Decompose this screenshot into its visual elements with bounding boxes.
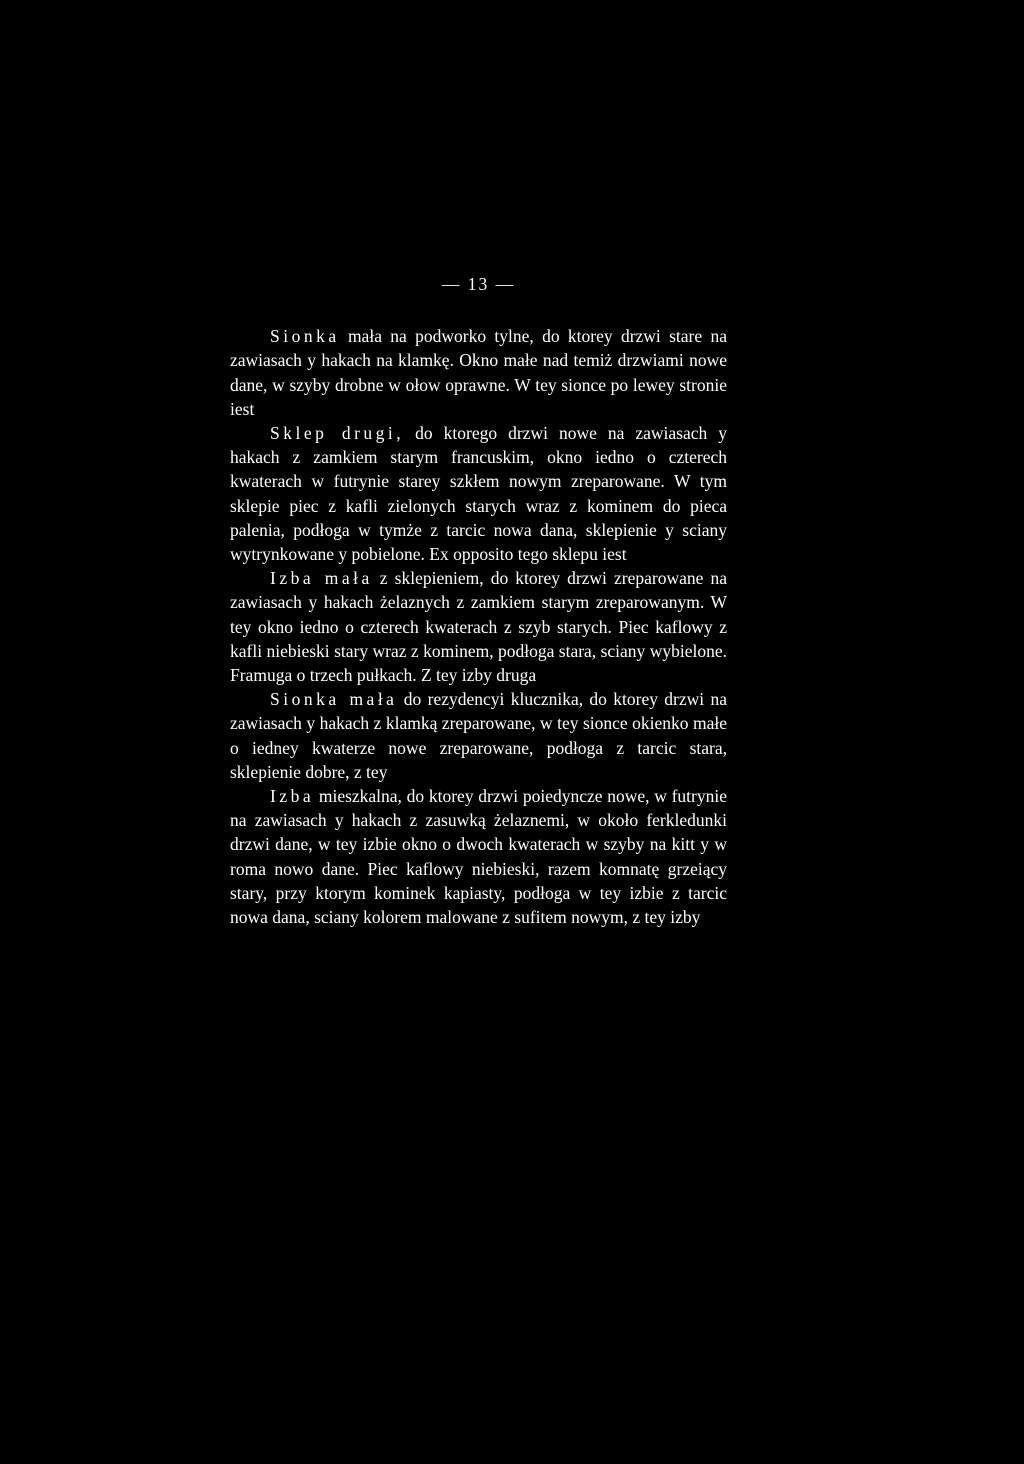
paragraph-sionka-podworko	[230, 324, 727, 421]
paragraph-lead: Izba	[270, 786, 315, 807]
paragraph-lead: Izba mała	[270, 568, 373, 589]
page-number: — 13 —	[441, 274, 516, 294]
paragraph-text: mieszkalna, do ktorey drzwi poiedyncze nowe, w futrynie na zawiasach y hakach z zasuwką żelaznemi, w około ferkledunki drzwi dane, w tey izbie okno o dwoch kwaterach w szyby na kitt y w roma nowo dane. Piec kaflowy niebieski, razem komnatę grzeiący stary, przy ktorym kominek kapiasty, podłoga w tey izbie z tarcic nowa dana, sciany kolorem malowane z sufitem nowym, z tey izby	[230, 786, 727, 928]
paragraph-lead: Sionka mała	[270, 689, 398, 710]
paragraph-izba-mala	[230, 566, 727, 687]
paragraph-text: do rezydencyi klucznika, do ktorey drzwi na zawiasach y hakach z klamką zreparowane, w tey sionce okienko małe o iedney kwaterze nowe zreparowane, podłoga z tarcic stara, sklepienie dobre, z tey	[230, 689, 727, 782]
paragraph-lead: Sklep drugi,	[270, 423, 405, 444]
paragraph-izba-mieszkalna	[230, 784, 727, 929]
paragraph-text: mała na podworko tylne, do ktorey drzwi stare na zawiasach y hakach na klamkę. Okno małe nad temiż drzwiami nowe dane, w szyby drobne w ołow oprawne. W tey sionce po lewey stronie iest	[230, 326, 727, 419]
document-page	[230, 272, 727, 929]
paragraph-text: do ktorego drzwi nowe na zawiasach y hakach z zamkiem starym francuskim, okno iedno o czterech kwaterach w futrynie starey szkłem nowym zreparowane. W tym sklepie piec z kafli zielonych starych wraz z kominem do pieca palenia, podłoga w tymże z tarcic nowa dana, sklepienie y sciany wytrynkowane y pobielone. Ex opposito tego sklepu iest	[230, 423, 727, 565]
paragraph-sklep-drugi	[230, 421, 727, 566]
paragraph-sionka-mala	[230, 687, 727, 784]
paragraph-lead: Sionka	[270, 326, 340, 347]
paragraph-text: z sklepieniem, do ktorey drzwi zreparowane na zawiasach y hakach żelaznych z zamkiem starym zreparowanym. W tey okno iedno o czterech kwaterach z szyb starych. Piec kaflowy z kafli niebieski stary wraz z kominem, podłoga stara, sciany wybielone. Framuga o trzech pułkach. Z tey izby druga	[230, 568, 727, 686]
